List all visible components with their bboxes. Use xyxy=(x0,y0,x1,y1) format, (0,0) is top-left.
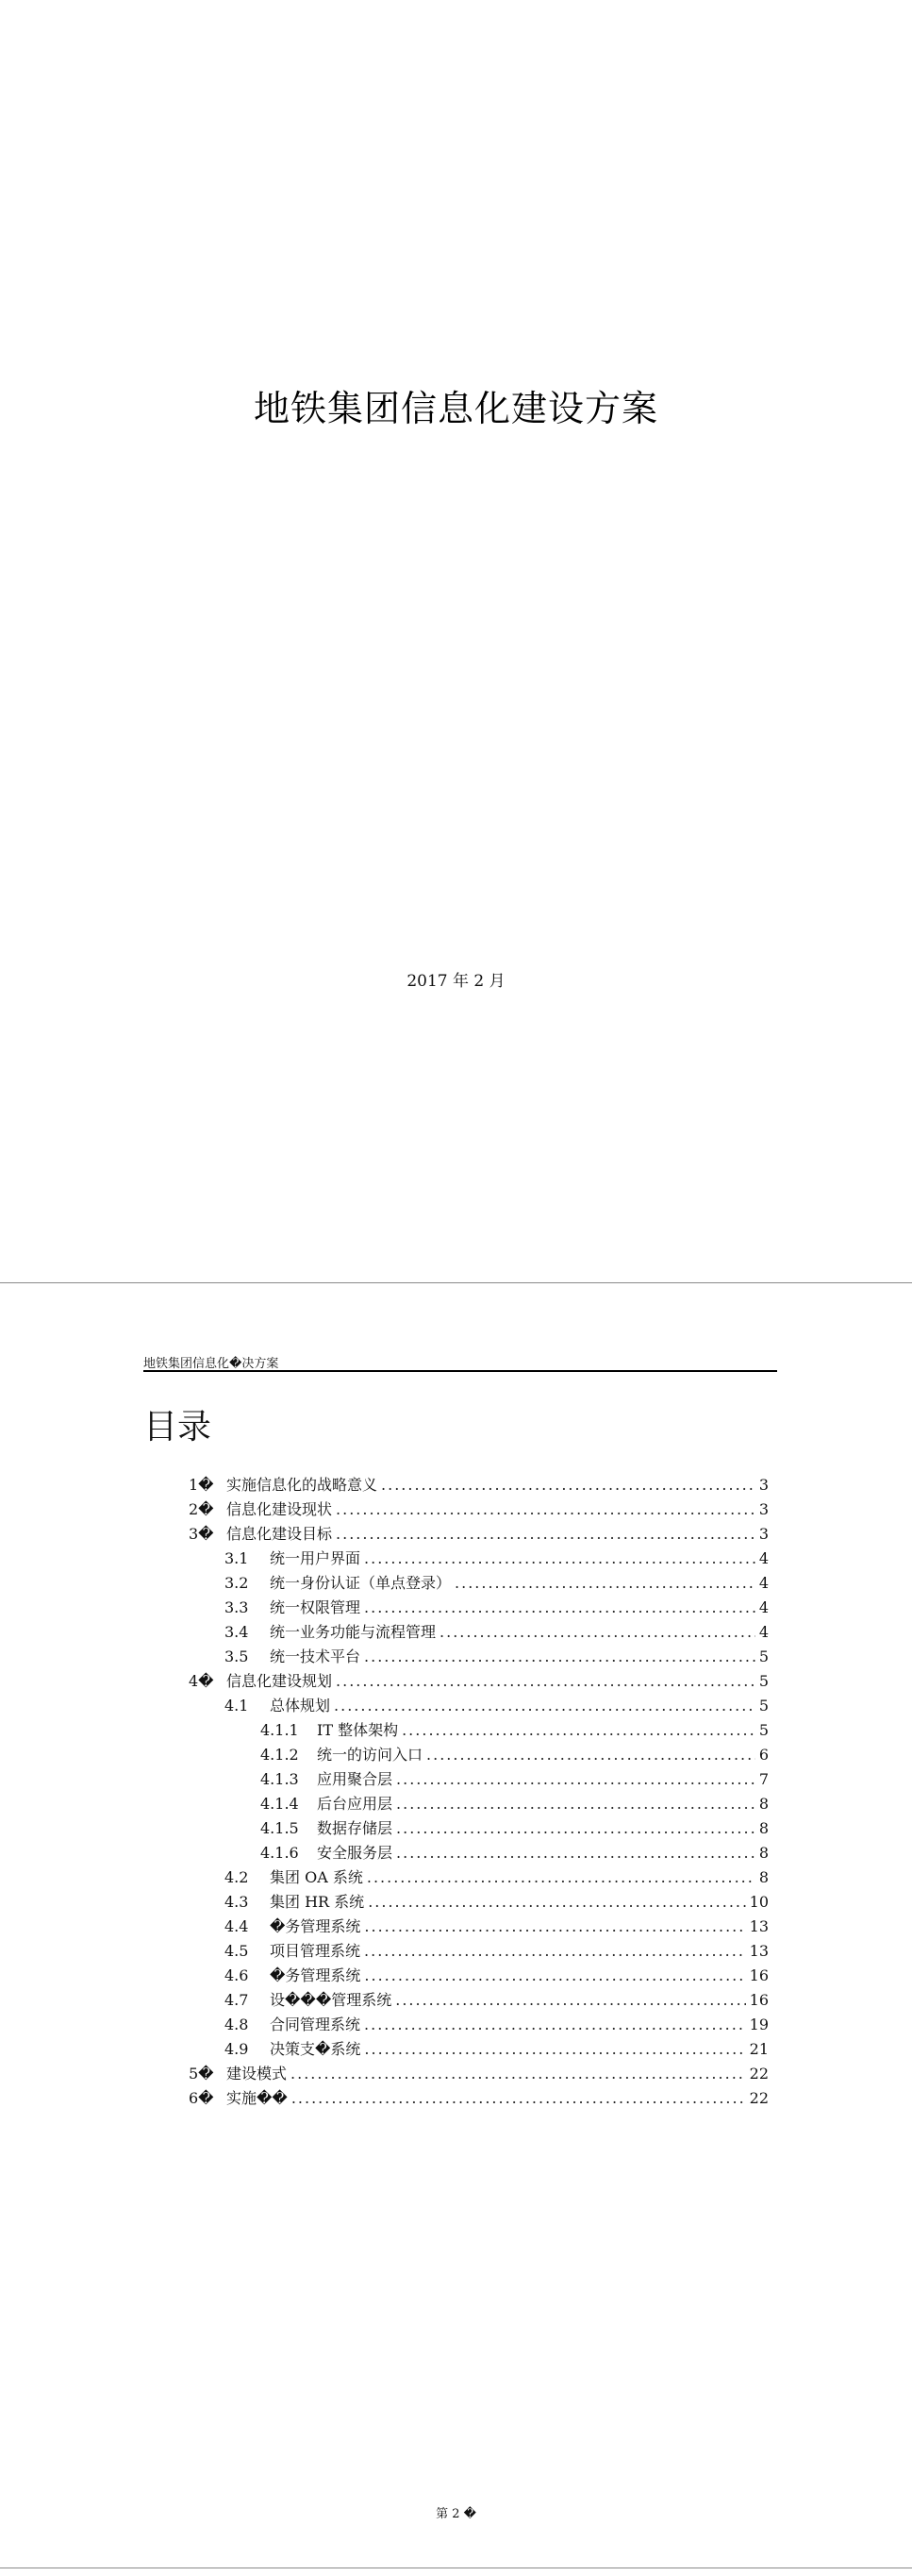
toc-entry-title: 统一身份认证（单点登录） xyxy=(270,1574,452,1592)
toc-entry[interactable] xyxy=(189,1500,769,1519)
toc-entry-title: 信息化建设现状 xyxy=(226,1500,333,1518)
toc-entry-title: 项目管理系统 xyxy=(270,1942,361,1960)
toc-entry-title: �务管理系统 xyxy=(270,1966,361,1984)
toc-entry-page: 3 xyxy=(758,1476,769,1494)
toc-entry-page: 16 xyxy=(749,1991,769,2009)
toc-entry[interactable] xyxy=(224,2040,769,2059)
toc-entry-page: 22 xyxy=(749,2065,769,2083)
toc-dot-leader xyxy=(396,1844,755,1863)
toc-entry-number: 6� xyxy=(189,2089,214,2107)
toc-entry[interactable] xyxy=(224,1868,769,1887)
toc-entry-title: 安全服务层 xyxy=(317,1844,393,1862)
toc-entry[interactable] xyxy=(260,1770,769,1789)
toc-dot-leader xyxy=(367,1868,755,1887)
toc-entry-title: 统一技术平台 xyxy=(270,1648,361,1665)
toc-entry-page: 5 xyxy=(758,1721,769,1739)
toc-entry[interactable] xyxy=(224,1598,769,1617)
toc-entry-title: 统一业务功能与流程管理 xyxy=(270,1623,437,1641)
toc-entry[interactable] xyxy=(189,1672,769,1691)
toc-entry-page: 4 xyxy=(758,1598,769,1616)
toc-entry-title: 统一的访问入口 xyxy=(317,1746,423,1764)
toc-entry-page: 5 xyxy=(758,1697,769,1715)
toc-entry-page: 16 xyxy=(749,1966,769,1984)
toc-entry-page: 21 xyxy=(749,2040,769,2058)
toc-entry-title: 信息化建设规划 xyxy=(226,1672,333,1690)
toc-entry-title: 决策支�系统 xyxy=(270,2040,361,2058)
toc-dot-leader xyxy=(364,1966,745,1985)
toc-entry-page: 10 xyxy=(749,1893,769,1911)
toc-title: 目录 xyxy=(143,1408,212,1447)
toc-entry-title: 应用聚合层 xyxy=(317,1770,393,1788)
toc-entry-number: 4.4 xyxy=(224,1917,249,1935)
toc-entry[interactable] xyxy=(224,1942,769,1961)
toc-entry-number: 4.1.3 xyxy=(260,1770,299,1788)
toc-dot-leader xyxy=(381,1476,755,1495)
toc-page xyxy=(0,1289,912,2576)
toc-entry-title: 合同管理系统 xyxy=(270,2016,361,2033)
toc-entry-number: 1� xyxy=(189,1476,214,1494)
toc-entry-number: 4.1.2 xyxy=(260,1746,299,1764)
page-number: 第 2 � xyxy=(436,2507,476,2521)
toc-dot-leader xyxy=(336,1672,755,1691)
toc-entry-title: 统一权限管理 xyxy=(270,1598,361,1616)
toc-entry-number: 4.5 xyxy=(224,1942,249,1960)
toc-dot-leader xyxy=(334,1697,755,1715)
toc-entry-number: 4.2 xyxy=(224,1868,249,1886)
toc-entry-number: 4.1.5 xyxy=(260,1819,299,1837)
toc-entry-title: 信息化建设目标 xyxy=(226,1525,333,1543)
toc-entry-page: 7 xyxy=(758,1770,769,1788)
toc-entry-title: 数据存储层 xyxy=(317,1819,393,1837)
cover-date: 2017 年 2 月 xyxy=(406,972,506,991)
toc-entry-title: 集团 HR 系统 xyxy=(270,1893,365,1911)
toc-dot-leader xyxy=(396,1770,755,1789)
toc-entry-title: �务管理系统 xyxy=(270,1917,361,1935)
toc-dot-leader xyxy=(291,2089,746,2108)
toc-entry-number: 4.9 xyxy=(224,2040,249,2058)
toc-entry-number: 3.2 xyxy=(224,1574,249,1592)
toc-dot-leader xyxy=(395,1991,745,2010)
toc-entry-page: 6 xyxy=(758,1746,769,1764)
toc-entry-number: 4.1.4 xyxy=(260,1795,299,1813)
toc-entry-page: 5 xyxy=(758,1672,769,1690)
toc-entry-number: 5� xyxy=(189,2065,214,2083)
toc-entry[interactable] xyxy=(224,1697,769,1715)
toc-dot-leader xyxy=(364,2016,746,2034)
toc-dot-leader xyxy=(336,1500,755,1519)
toc-entry[interactable] xyxy=(189,1525,769,1544)
toc-entry[interactable] xyxy=(224,1648,769,1666)
toc-entry-number: 3� xyxy=(189,1525,214,1543)
toc-entry[interactable] xyxy=(224,1549,769,1568)
toc-entry-number: 3.3 xyxy=(224,1598,249,1616)
toc-entry-number: 4.8 xyxy=(224,2016,249,2033)
toc-dot-leader xyxy=(439,1623,755,1642)
toc-entry-page: 3 xyxy=(758,1525,769,1543)
toc-entry[interactable] xyxy=(189,2089,769,2108)
toc-entry-page: 4 xyxy=(758,1623,769,1641)
toc-entry-number: 3.4 xyxy=(224,1623,249,1641)
toc-entry-number: 4.1.1 xyxy=(260,1721,299,1739)
toc-dot-leader xyxy=(368,1893,745,1912)
header-rule xyxy=(143,1370,777,1372)
toc-entry-number: 3.5 xyxy=(224,1648,249,1665)
toc-dot-leader xyxy=(336,1525,755,1544)
toc-entry-title: 统一用户界面 xyxy=(270,1549,361,1567)
toc-entry-page: 13 xyxy=(749,1942,769,1960)
cover-title: 地铁集团信息化建设方案 xyxy=(253,388,658,429)
toc-dot-leader xyxy=(426,1746,755,1765)
toc-entry-page: 19 xyxy=(749,2016,769,2033)
toc-entry-page: 8 xyxy=(758,1795,769,1813)
toc-dot-leader xyxy=(396,1819,755,1838)
toc-entry[interactable] xyxy=(224,1991,769,2010)
running-header: 地铁集团信息化�决方案 xyxy=(143,1357,279,1371)
toc-entry-number: 2� xyxy=(189,1500,214,1518)
toc-dot-leader xyxy=(364,1648,755,1666)
toc-entry[interactable] xyxy=(224,1623,769,1642)
toc-entry-page: 5 xyxy=(758,1648,769,1665)
toc-entry-page: 22 xyxy=(749,2089,769,2107)
toc-entry[interactable] xyxy=(224,1574,769,1593)
toc-entry-title: 建设模式 xyxy=(226,2065,288,2083)
toc-entry-page: 4 xyxy=(758,1549,769,1567)
toc-entry-page: 8 xyxy=(758,1868,769,1886)
toc-entry[interactable] xyxy=(189,1476,769,1495)
toc-entry-page: 8 xyxy=(758,1844,769,1862)
toc-entry-page: 13 xyxy=(749,1917,769,1935)
toc-entry[interactable] xyxy=(260,1844,769,1863)
toc-dot-leader xyxy=(455,1574,755,1593)
cover-page xyxy=(0,0,912,1280)
toc-entry[interactable] xyxy=(224,1893,769,1912)
toc-dot-leader xyxy=(364,1598,755,1617)
toc-entry-number: 4.3 xyxy=(224,1893,249,1911)
toc-entry-title: 总体规划 xyxy=(270,1697,331,1715)
toc-entry[interactable] xyxy=(224,1966,769,1985)
toc-entry[interactable] xyxy=(224,1917,769,1936)
toc-entry-number: 4.1.6 xyxy=(260,1844,299,1862)
toc-entry[interactable] xyxy=(260,1819,769,1838)
page-separator xyxy=(0,1282,912,1283)
toc-entry[interactable] xyxy=(260,1721,769,1740)
toc-entry[interactable] xyxy=(189,2065,769,2083)
toc-dot-leader xyxy=(396,1795,755,1814)
toc-dot-leader xyxy=(364,1549,755,1568)
toc-entry-number: 4.7 xyxy=(224,1991,249,2009)
toc-entry-number: 4.6 xyxy=(224,1966,249,1984)
toc-entry-number: 4� xyxy=(189,1672,214,1690)
toc-entry[interactable] xyxy=(224,2016,769,2034)
toc-dot-leader xyxy=(402,1721,755,1740)
toc-entry-title: 后台应用层 xyxy=(317,1795,393,1813)
toc-entry-title: 集团 OA 系统 xyxy=(270,1868,363,1886)
toc-dot-leader xyxy=(364,2040,745,2059)
toc-entry-page: 4 xyxy=(758,1574,769,1592)
toc-dot-leader xyxy=(290,2065,746,2083)
toc-entry-number: 3.1 xyxy=(224,1549,249,1567)
toc-dot-leader xyxy=(364,1917,745,1936)
toc-entry[interactable] xyxy=(260,1795,769,1814)
toc-entry[interactable] xyxy=(260,1746,769,1765)
toc-entry-title: IT 整体架构 xyxy=(317,1721,399,1739)
toc-entry-title: 设���管理系统 xyxy=(270,1991,392,2009)
toc-entry-page: 8 xyxy=(758,1819,769,1837)
toc-dot-leader xyxy=(364,1942,746,1961)
toc-entry-page: 3 xyxy=(758,1500,769,1518)
toc-entry-title: 实施�� xyxy=(226,2089,288,2107)
toc-entry-title: 实施信息化的战略意义 xyxy=(226,1476,378,1494)
toc-entry-number: 4.1 xyxy=(224,1697,249,1715)
